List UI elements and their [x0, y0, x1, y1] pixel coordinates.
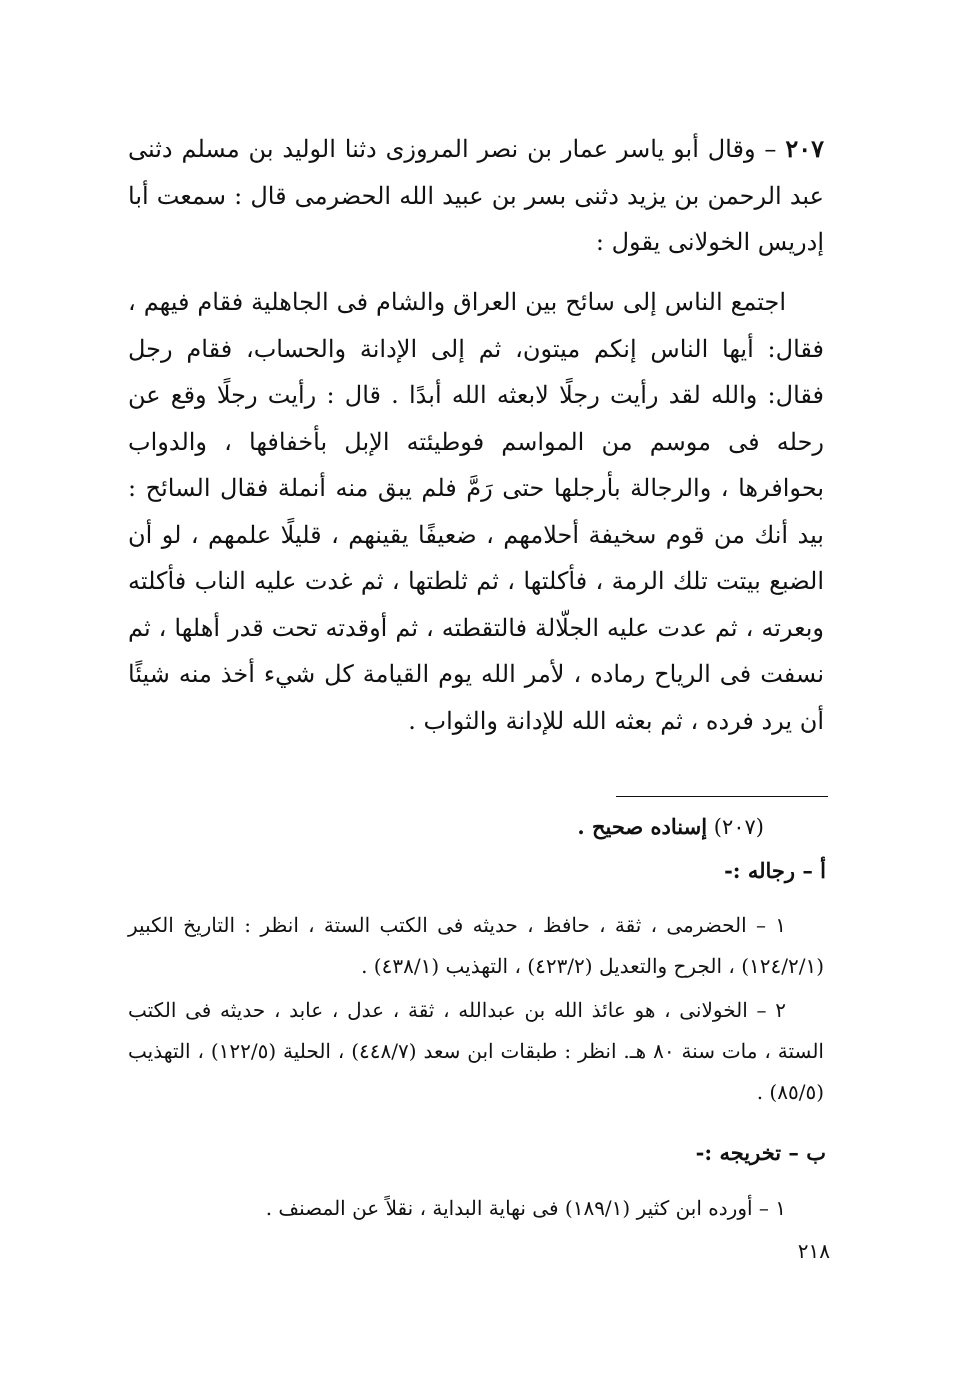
footnote-heading — [577, 812, 764, 842]
hadith-number: ٢٠٧ — [785, 134, 824, 163]
hadith-dash: – — [755, 135, 786, 163]
section-b-heading: ب – تخريجه :- — [695, 1140, 826, 1165]
page-number: ٢١٨ — [797, 1239, 830, 1263]
footnote-ref-title: إسناده صحيح . — [577, 814, 708, 839]
footnote-separator — [616, 796, 828, 797]
section-a-heading: أ – رجاله :- — [724, 858, 826, 883]
hadith-isnad: وقال أبو ياسر عمار بن نصر المروزى دثنا الوليد بن مسلم دثنى عبد الرحمن بن يزيد دثنى بسر بن عبيد الله الحضرمى قال : سمعت أبا إدريس الخولانى يقول : — [128, 135, 824, 256]
hadith-matn: اجتمع الناس إلى سائح بين العراق والشام فى الجاهلية فقام فيهم ، فقال: أيها الناس إنكم ميتون، ثم إلى الإدانة والحساب، فقام رجل فقال: والله لقد رأيت رجلًا لابعثه الله أبدًا . قال : رأيت رجلًا وقع عن رحله فى موسم من المواسم فوطيئته الإبل بأخفافها ، والدواب بحوافرها ، والرجالة بأرجلها حتى رَمَّ فلم يبق منه أنملة فقال السائح : بيد أنك من قوم سخيفة أحلامهم ، ضعيفًا يقينهم ، قليلًا علمهم ، لو أن الضبع بيتت تلك الرمة ، فأكلتها ، ثم ثلطتها ، ثم غدت عليه الناب فأكلته وبعرته ، ثم عدت عليه الجلّالة فالتقطته ، ثم أوقدته تحت قدر أهلها ، ثم نسفت فى الرياح رماده ، لأمر الله يوم القيامة كل شيء أخذ منه شيئًا أن يرد فرده ، ثم بعثه الله للإدانة والثواب . — [128, 288, 824, 735]
footnote-note-2: ٢ – الخولانى ، هو عائذ الله بن عبدالله ، ثقة ، عدل ، عابد ، حديثه فى الكتب الستة ، مات سنة ٨٠ هـ. انظر : طبقات ابن سعد (٤٤٨/٧) ، الحلية (١٢٢/٥) ، التهذيب (٨٥/٥) . — [128, 998, 824, 1104]
hadith-isnad-paragraph — [128, 126, 824, 266]
footnote-ref: (٢٠٧) — [713, 815, 764, 839]
hadith-matn-paragraph — [128, 279, 824, 744]
footnote-note-3: ١ – أورده ابن كثير (١٨٩/١) فى نهاية البداية ، نقلاً عن المصنف . — [265, 1196, 786, 1220]
footnote-note-1: ١ – الحضرمى ، ثقة ، حافظ ، حديثه فى الكتب الستة ، انظر : التاريخ الكبير (١٢٤/٢/١) ، الجرح والتعديل (٤٢٣/٢) ، التهذيب (٤٣٨/١) . — [128, 913, 824, 978]
